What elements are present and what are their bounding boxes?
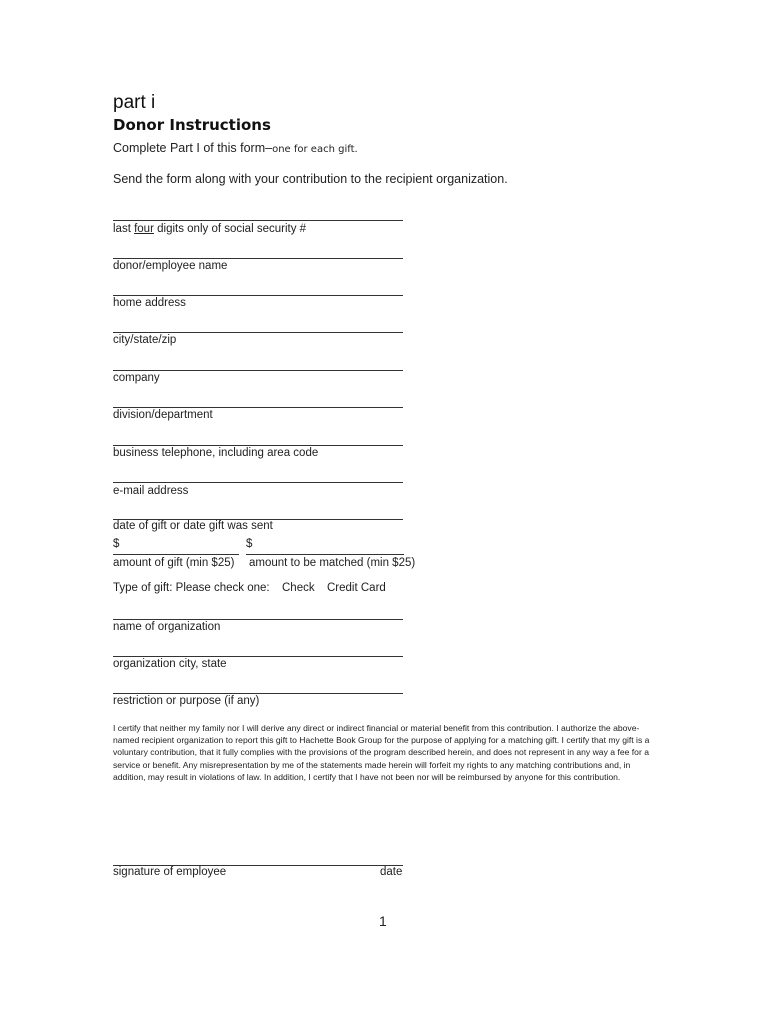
instruction-complete-part [113,141,358,155]
phone-line[interactable] [113,445,403,446]
org-name-line[interactable] [113,619,403,620]
ssn-four-underlined: four [134,223,154,235]
matched-dollar-sign: $ [246,538,253,550]
signature-label: signature of employee [113,866,227,878]
phone-label: business telephone, including area code [113,447,319,459]
gift-dollar-sign: $ [113,538,120,550]
instruction-note: one for each gift. [272,144,358,155]
city-label: city/state/zip [113,334,177,346]
restriction-line[interactable] [113,693,403,694]
amount-gift-line[interactable] [113,554,239,555]
city-line[interactable] [113,332,403,333]
gift-type-check-option[interactable]: Check [282,582,315,594]
division-line[interactable] [113,407,403,408]
certification-text: I certify that neither my family nor I will derive any direct or indirect financial or material benefit from this contribution. I authorize the above-named recipient organization to report this gift to Hachette Book Group for the purpose of applying for a matching gift. I certify that my gift is a voluntary contribution, that it fully complies with the provisions of the program described herein, and does not represent in any way a fee for a service or benefit. Any misrepresentation by me of the statements made herein will forfeit my rights to any matching contributions and, in addition, may result in violations of law. In addition, I certify that I have not been nor will be reimbursed by anyone for this contribution. [113,723,650,782]
section-title: Donor Instructions [113,116,271,134]
name-label: donor/employee name [113,260,228,272]
gift-type-prompt: Type of gift: Please check one: [113,582,270,594]
org-name-label: name of organization [113,621,221,633]
instruction-send-form: Send the form along with your contribution to the recipient organization. [113,172,508,186]
company-line[interactable] [113,370,403,371]
gift-date-label: date of gift or date gift was sent [113,520,273,532]
amount-matched-label: amount to be matched (min $25) [249,557,416,569]
amount-gift-label: amount of gift (min $25) [113,557,235,569]
page-number: 1 [379,913,387,929]
org-city-label: organization city, state [113,658,227,670]
amount-matched-line[interactable] [246,554,404,555]
division-label: division/department [113,409,213,421]
gift-type-credit-card-option[interactable]: Credit Card [327,582,386,594]
address-label: home address [113,297,186,309]
email-line[interactable] [113,482,403,483]
email-label: e-mail address [113,485,189,497]
part-title: part i [113,92,156,113]
date-label: date [380,866,403,878]
instruction-main-text: Complete Part I of this form– [113,141,273,155]
company-label: company [113,372,160,384]
ssn-label: last four digits only of social security # [113,223,307,235]
address-line[interactable] [113,295,403,296]
restriction-label: restriction or purpose (if any) [113,695,260,707]
org-city-line[interactable] [113,656,403,657]
name-line[interactable] [113,258,403,259]
ssn-line[interactable] [113,220,403,221]
